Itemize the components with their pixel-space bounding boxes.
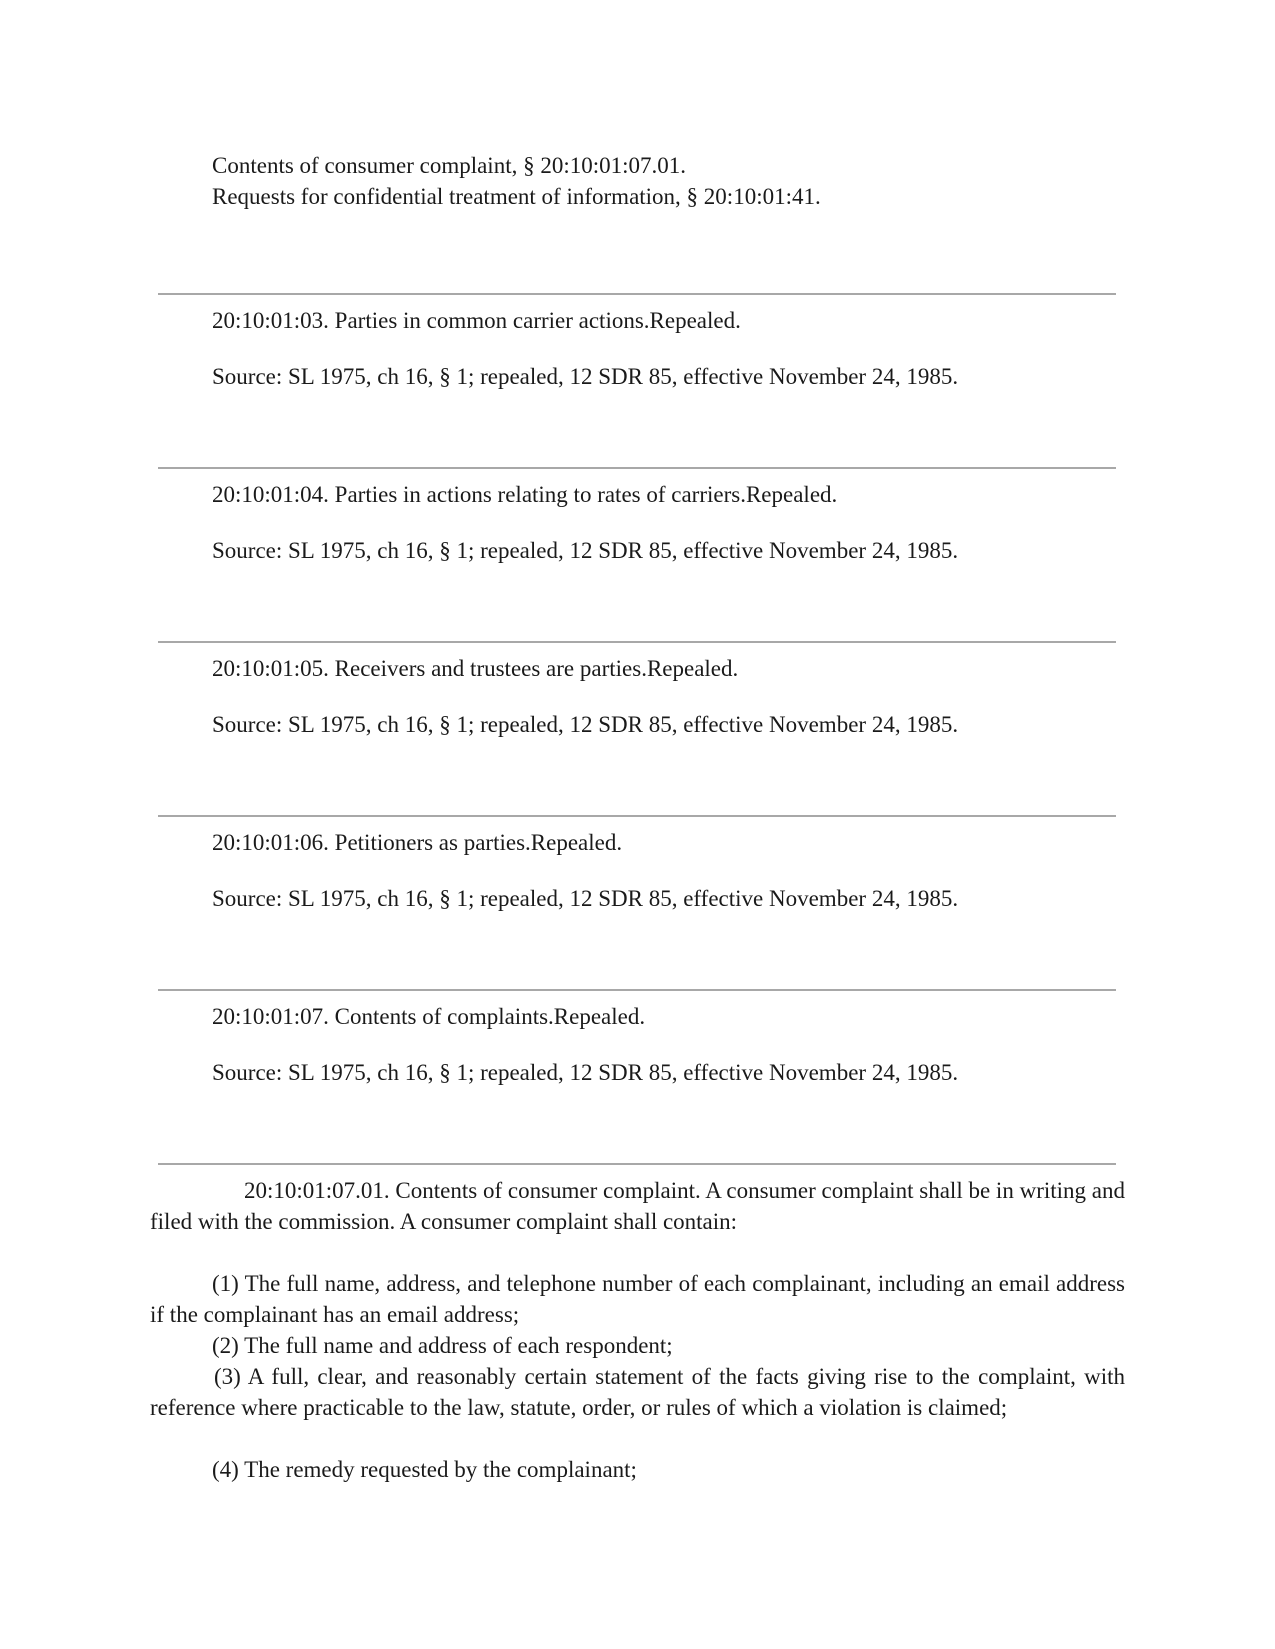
section-divider — [158, 1163, 1116, 1165]
list-item-4: (4) The remedy requested by the complainant; — [212, 1457, 637, 1482]
cross-reference-1: Contents of consumer complaint, § 20:10:01:07.01. — [212, 153, 687, 178]
section-heading-03: 20:10:01:03. Parties in common carrier actions.Repealed. — [212, 308, 741, 333]
section-source-05: Source: SL 1975, ch 16, § 1; repealed, 12 SDR 85, effective November 24, 1985. — [212, 712, 959, 737]
section-heading-07: 20:10:01:07. Contents of complaints.Repealed. — [212, 1004, 646, 1029]
section-divider — [158, 293, 1116, 295]
section-heading-04: 20:10:01:04. Parties in actions relating to rates of carriers.Repealed. — [212, 482, 838, 507]
section-source-07: Source: SL 1975, ch 16, § 1; repealed, 12 SDR 85, effective November 24, 1985. — [212, 1060, 959, 1085]
section-source-04: Source: SL 1975, ch 16, § 1; repealed, 12 SDR 85, effective November 24, 1985. — [212, 538, 959, 563]
section-divider — [158, 815, 1116, 817]
cross-reference-2: Requests for confidential treatment of information, § 20:10:01:41. — [212, 184, 821, 209]
list-item-1: (1) The full name, address, and telephone number of each complainant, including an email address if the complainant has an email address; — [150, 1271, 1125, 1327]
section-intro-07-01: 20:10:01:07.01. Contents of consumer complaint. A consumer complaint shall be in writing and filed with the commission. A consumer complaint shall contain: — [150, 1178, 1125, 1234]
section-source-06: Source: SL 1975, ch 16, § 1; repealed, 12 SDR 85, effective November 24, 1985. — [212, 886, 959, 911]
section-source-03: Source: SL 1975, ch 16, § 1; repealed, 12 SDR 85, effective November 24, 1985. — [212, 364, 959, 389]
list-item-3: (3) A full, clear, and reasonably certain statement of the facts giving rise to the complaint, with reference where practicable to the law, statute, order, or rules of which a violation is claimed; — [150, 1364, 1125, 1420]
section-heading-05: 20:10:01:05. Receivers and trustees are parties.Repealed. — [212, 656, 739, 681]
section-divider — [158, 641, 1116, 643]
section-heading-06: 20:10:01:06. Petitioners as parties.Repealed. — [212, 830, 623, 855]
list-item-2: (2) The full name and address of each respondent; — [212, 1333, 673, 1358]
section-divider — [158, 467, 1116, 469]
section-divider — [158, 989, 1116, 991]
